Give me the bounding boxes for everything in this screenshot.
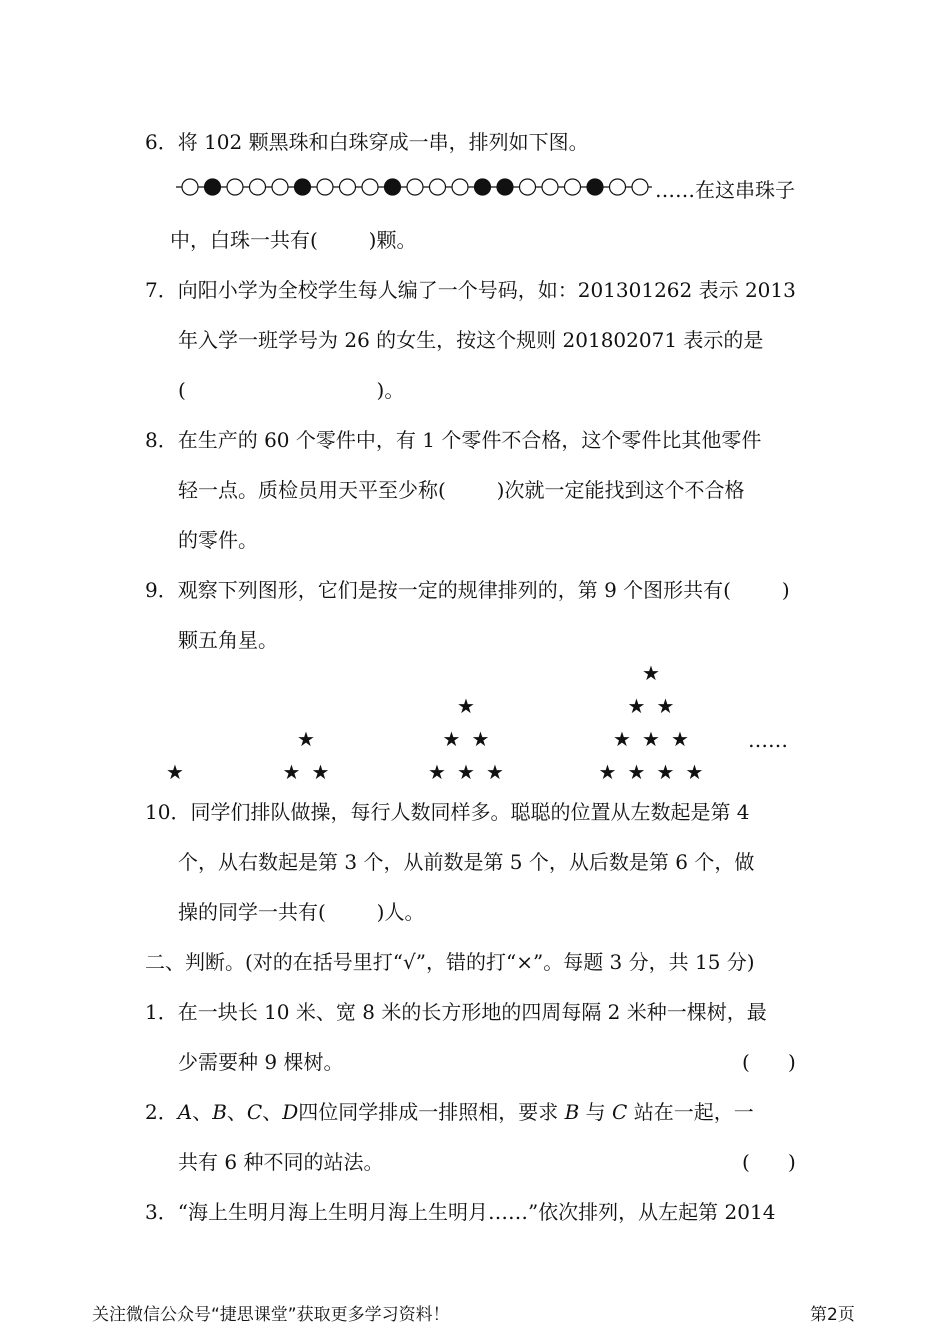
q10-line1: 10．同学们排队做操，每行人数同样多。聪聪的位置从左数起是第 4	[145, 800, 750, 824]
star-icon: ★	[627, 694, 646, 718]
star-icon: ★	[428, 760, 446, 784]
q6-tail: ……在这串珠子	[655, 178, 795, 202]
star-icon: ★	[471, 727, 490, 751]
q8-line3: 的零件。	[178, 528, 258, 552]
star-icon: ★	[627, 760, 646, 784]
q6-line3: 中，白珠一共有( )颗。	[170, 228, 417, 252]
star-icon: ★	[442, 727, 461, 751]
star-icon: ★	[457, 760, 475, 784]
q10-line3: 操的同学一共有( )人。	[178, 900, 425, 924]
footer-promo: 关注微信公众号“捷思课堂”获取更多学习资料！	[92, 1305, 450, 1325]
q9-line1: 9．观察下列图形，它们是按一定的规律排列的，第 9 个图形共有( )	[145, 578, 790, 602]
white-bead	[610, 179, 626, 195]
q10-line2: 个，从右数起是第 3 个，从前数是第 5 个，从后数是第 6 个，做	[178, 850, 755, 874]
white-bead	[272, 179, 288, 195]
star-icon: ★	[282, 760, 301, 784]
black-bead	[497, 179, 513, 195]
j2-answer-paren[interactable]: ( )	[742, 1150, 796, 1174]
star-icon: ★	[642, 727, 660, 751]
white-bead	[362, 179, 378, 195]
q7-line2: 年入学一班学号为 26 的女生，按这个规则 201802071 表示的是	[178, 328, 764, 352]
j2-line2: 共有 6 种不同的站法。	[178, 1150, 384, 1174]
black-bead	[385, 179, 401, 195]
black-bead	[475, 179, 491, 195]
white-bead	[542, 179, 558, 195]
q9-ellipsis: ……	[748, 728, 788, 752]
j3-line1: 3．“海上生明月海上生明月海上生明月……”依次排列，从左起第 2014	[145, 1200, 776, 1224]
white-bead	[182, 179, 198, 195]
white-bead	[340, 179, 356, 195]
star-icon: ★	[642, 661, 660, 685]
star-icon: ★	[166, 760, 184, 784]
star-icon: ★	[598, 760, 617, 784]
q8-line2: 轻一点。质检员用天平至少称( )次就一定能找到这个不合格	[178, 478, 745, 502]
q7-line1: 7．向阳小学为全校学生每人编了一个号码，如：201301262 表示 2013	[145, 278, 796, 302]
black-bead	[295, 179, 311, 195]
page-number: 第2页	[810, 1305, 855, 1325]
star-icon: ★	[671, 727, 689, 751]
white-bead	[430, 179, 446, 195]
star-icon: ★	[486, 760, 504, 784]
section2-heading: 二、判断。(对的在括号里打“√”，错的打“×”。每题 3 分，共 15 分)	[145, 950, 755, 974]
black-bead	[587, 179, 603, 195]
white-bead	[520, 179, 536, 195]
j2-line1: 2．A、B、C、D四位同学排成一排照相，要求 B 与 C 站在一起，一	[145, 1100, 754, 1124]
white-bead	[317, 179, 333, 195]
j1-line1: 1．在一块长 10 米、宽 8 米的长方形地的四周每隔 2 米种一棵树，最	[145, 1000, 767, 1024]
black-bead	[205, 179, 221, 195]
star-icon: ★	[311, 760, 330, 784]
star-icon: ★	[297, 727, 315, 751]
white-bead	[227, 179, 243, 195]
star-icon: ★	[613, 727, 631, 751]
white-bead	[407, 179, 423, 195]
white-bead	[632, 179, 648, 195]
star-icon: ★	[685, 760, 704, 784]
j1-answer-paren[interactable]: ( )	[742, 1050, 796, 1074]
bead-string	[176, 175, 656, 199]
star-icon: ★	[656, 760, 675, 784]
q6-line1: 6．将 102 颗黑珠和白珠穿成一串，排列如下图。	[145, 130, 589, 154]
white-bead	[250, 179, 266, 195]
star-icon: ★	[656, 694, 675, 718]
white-bead	[452, 179, 468, 195]
white-bead	[565, 179, 581, 195]
star-icon: ★	[457, 694, 475, 718]
j1-line2: 少需要种 9 棵树。	[178, 1050, 344, 1074]
q9-line2: 颗五角星。	[178, 628, 278, 652]
q8-line1: 8．在生产的 60 个零件中，有 1 个零件不合格，这个零件比其他零件	[145, 428, 762, 452]
q7-line3: ( )。	[178, 378, 405, 402]
